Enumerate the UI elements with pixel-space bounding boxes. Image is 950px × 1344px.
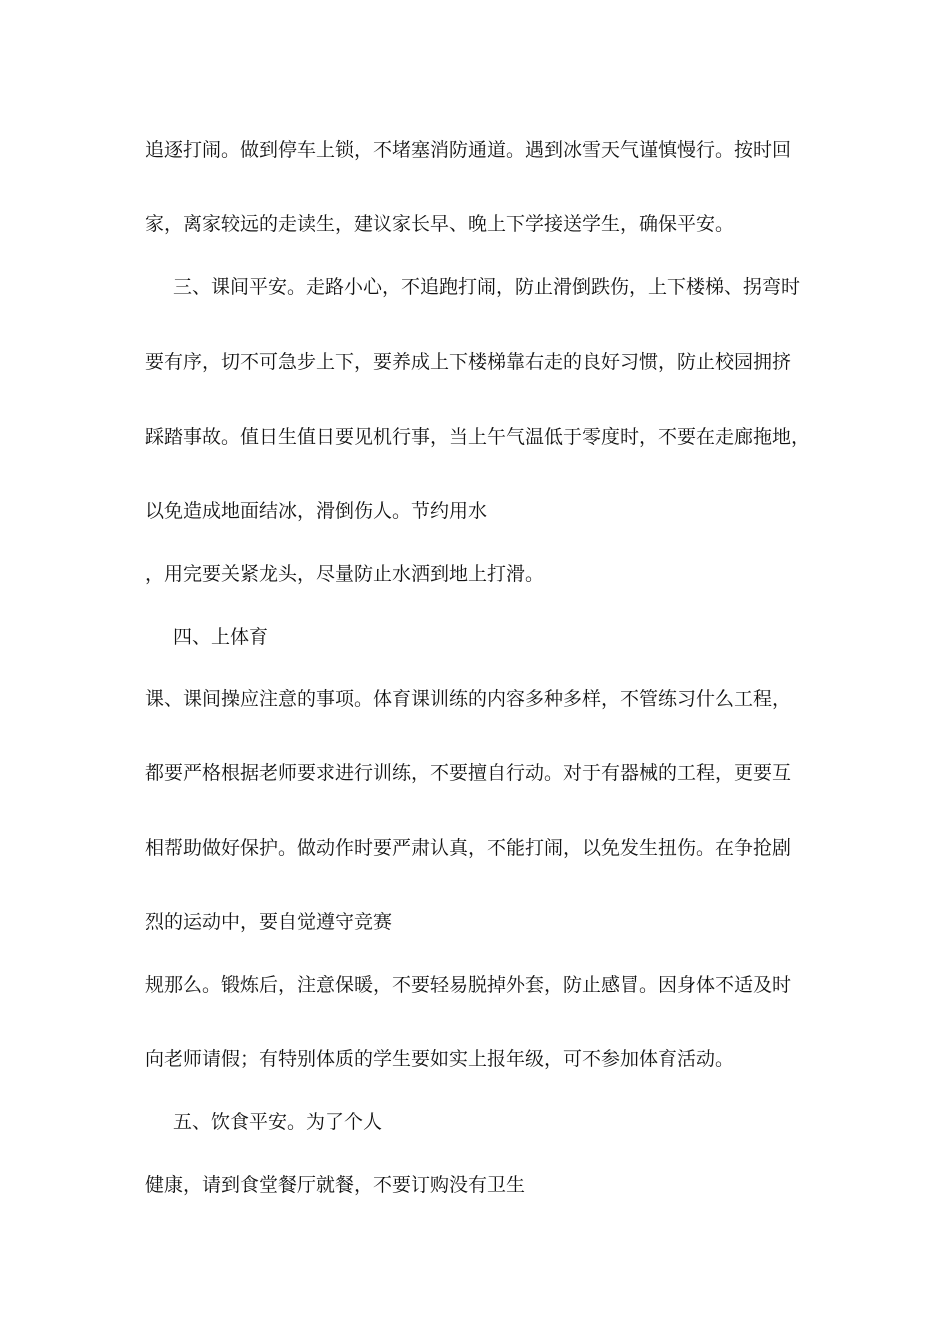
text-line: 相帮助做好保护。做动作时要严肃认真，不能打闹，以免发生扭伤。在争抢剧	[145, 837, 792, 859]
text-line: 规那么。锻炼后，注意保暖，不要轻易脱掉外套，防止感冒。因身体不适及时	[145, 974, 792, 996]
text-line: 家，离家较远的走读生，建议家长早、晚上下学接送学生，确保平安。	[145, 213, 735, 235]
section-heading-line: 五、饮食平安。为了个人	[173, 1111, 383, 1133]
text-line: 以免造成地面结冰，滑倒伤人。节约用水	[145, 500, 488, 522]
text-line: 向老师请假；有特别体质的学生要如实上报年级，可不参加体育活动。	[145, 1048, 735, 1070]
text-line: 健康，请到食堂餐厅就餐，不要订购没有卫生	[145, 1174, 526, 1196]
text-line: 都要严格根据老师要求进行训练，不要擅自行动。对于有器械的工程，更要互	[145, 762, 792, 784]
section-heading-line: 四、上体育	[173, 626, 269, 648]
text-line: 踩踏事故。值日生值日要见机行事，当上午气温低于零度时，不要在走廊拖地，	[145, 426, 811, 448]
text-line: 要有序，切不可急步上下，要养成上下楼梯靠右走的良好习惯，防止校园拥挤	[145, 351, 792, 373]
section-heading-line: 三、课间平安。走路小心，不追跑打闹，防止滑倒跌伤，上下楼梯、拐弯时	[173, 276, 801, 298]
text-line: ，用完要关紧龙头，尽量防止水洒到地上打滑。	[145, 563, 545, 585]
text-line: 追逐打闹。做到停车上锁，不堵塞消防通道。遇到冰雪天气谨慎慢行。按时回	[145, 139, 792, 161]
text-line: 烈的运动中，要自觉遵守竞赛	[145, 911, 393, 933]
text-line: 课、课间操应注意的事项。体育课训练的内容多种多样，不管练习什么工程，	[145, 688, 792, 710]
